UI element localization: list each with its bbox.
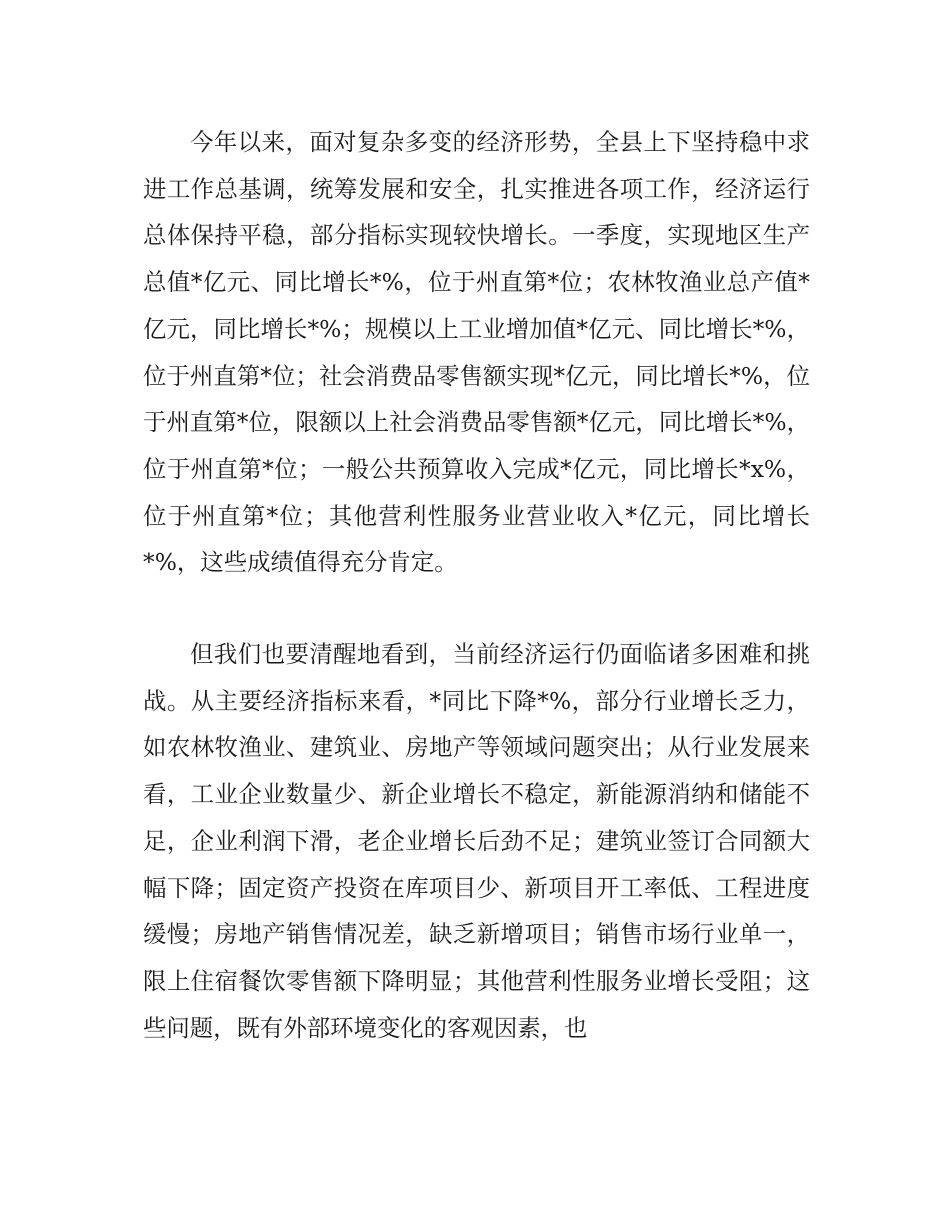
- paragraph-challenges: 但我们也要清醒地看到，当前经济运行仍面临诸多困难和挑战。从主要经济指标来看，*同比下降*%，部分行业增长乏力，如农林牧渔业、建筑业、房地产等领域问题突出；从行业发展来看，工业企业数量少、新企业增长不稳定，新能源消纳和储能不足，企业利润下滑，老企业增长后劲不足；建筑业签订合同额大幅下降；固定资产投资在库项目少、新项目开工率低、工程进度缓慢；房地产销售情况差，缺乏新增项目；销售市场行业单一，限上住宿餐饮零售额下降明显；其他营利性服务业增长受阻；这些问题，既有外部环境变化的客观因素，也: [143, 640, 810, 1042]
- paragraph-economic-performance: 今年以来，面对复杂多变的经济形势，全县上下坚持稳中求进工作总基调，统筹发展和安全，扎实推进各项工作，经济运行总体保持平稳，部分指标实现较快增长。一季度，实现地区生产总值*亿元、同比增长*%，位于州直第*位；农林牧渔业总产值*亿元，同比增长*%；规模以上工业增加值*亿元、同比增长*%，位于州直第*位；社会消费品零售额实现*亿元，同比增长*%，位于州直第*位，限额以上社会消费品零售额*亿元，同比增长*%，位于州直第*位；一般公共预算收入完成*亿元，同比增长*x%，位于州直第*位；其他营利性服务业营业收入*亿元，同比增长*%，这些成绩值得充分肯定。: [143, 128, 810, 577]
